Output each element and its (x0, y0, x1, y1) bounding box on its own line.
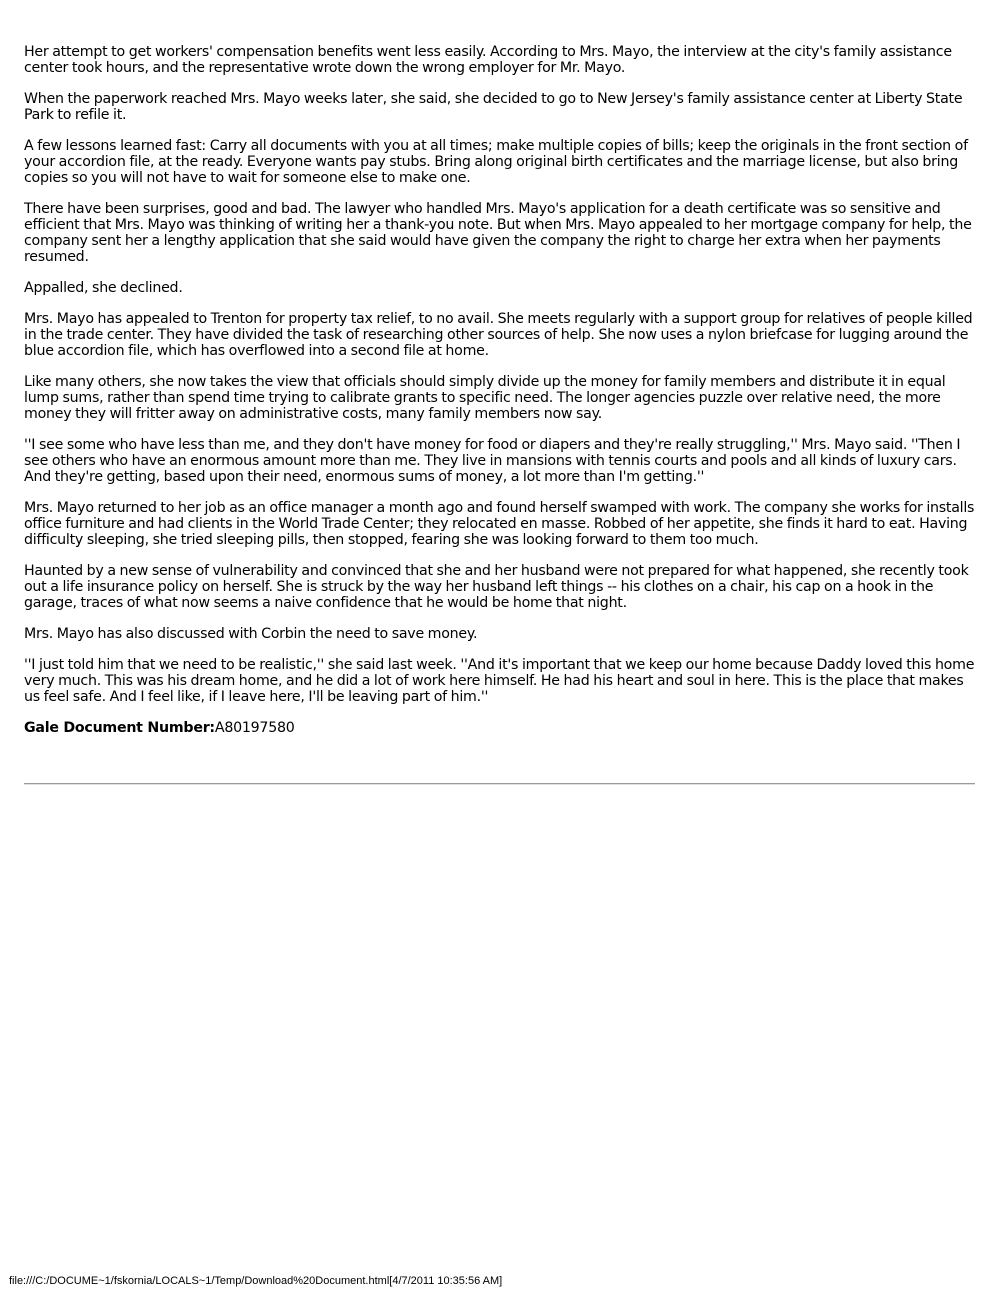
document-number (24, 720, 976, 736)
article-paragraph: Like many others, she now takes the view that officials should simply divide up the money for family members and distribute it in equal lump sums, rather than spend time trying to calibrate grants to specific need. The longer agencies puzzle over relative need, the more money they will fritter away on administrative costs, many family members now say. (24, 374, 946, 422)
article-paragraph: Mrs. Mayo has appealed to Trenton for property tax relief, to no avail. She meets regularly with a support group for relatives of people killed in the trade center. They have divided the task of researching other sources of help. She now uses a nylon briefcase for lugging around the blue accordion file, which has overflowed into a second file at home. (24, 311, 973, 359)
file-path-footer: file:///C:/DOCUME~1/fskornia/LOCALS~1/Temp/Download%20Document.html[4/7/2011 10:35:56 AM] (9, 1275, 503, 1287)
article-paragraph: Appalled, she declined. (24, 280, 183, 296)
horizontal-divider (24, 783, 975, 785)
article-paragraph: Mrs. Mayo returned to her job as an office manager a month ago and found herself swamped with work. The company she works for installs office furniture and had clients in the World Trade Center; they relocated en masse. Robbed of her appetite, she finds it hard to eat. Having difficulty sleeping, she tried sleeping pills, then stopped, fearing she was looking forward to them too much. (24, 500, 975, 548)
article-body (24, 44, 976, 736)
article-paragraph: When the paperwork reached Mrs. Mayo weeks later, she said, she decided to go to New Jersey's family assistance center at Liberty State Park to refile it. (24, 91, 963, 123)
article-paragraph: ''I just told him that we need to be realistic,'' she said last week. ''And it's important that we keep our home because Daddy loved this home very much. This was his dream home, and he did a lot of work here himself. He had his heart and soul in here. This is the place that makes us feel safe. And I feel like, if I leave here, I'll be leaving part of him.'' (24, 657, 975, 705)
article-paragraph: There have been surprises, good and bad. The lawyer who handled Mrs. Mayo's application for a death certificate was so sensitive and efficient that Mrs. Mayo was thinking of writing her a thank-you note. But when Mrs. Mayo appealed to her mortgage company for help, the company sent her a lengthy application that she said would have given the company the right to charge her extra when her payments resumed. (24, 201, 972, 265)
article-paragraph: ''I see some who have less than me, and they don't have money for food or diapers and they're really struggling,'' Mrs. Mayo said. ''Then I see others who have an enormous amount more than me. They live in mansions with tennis courts and pools and all kinds of luxury cars. And they're getting, based upon their need, enormous sums of money, a lot more than I'm getting.'' (24, 437, 961, 485)
article-paragraph: A few lessons learned fast: Carry all documents with you at all times; make multiple copies of bills; keep the originals in the front section of your accordion file, at the ready. Everyone wants pay stubs. Bring along original birth certificates and the marriage license, but also bring copies so you will not have to wait for someone else to make one. (24, 138, 968, 186)
article-paragraph: Her attempt to get workers' compensation benefits went less easily. According to Mrs. Mayo, the interview at the city's family assistance center took hours, and the representative wrote down the wrong employer for Mr. Mayo. (24, 44, 952, 76)
article-paragraph: Haunted by a new sense of vulnerability and convinced that she and her husband were not prepared for what happened, she recently took out a life insurance policy on herself. She is struck by the way her husband left things -- his clothes on a chair, his cap on a hook in the garage, traces of what now seems a naive confidence that he would be home that night. (24, 563, 969, 611)
article-paragraph: Mrs. Mayo has also discussed with Corbin the need to save money. (24, 626, 478, 642)
document-number-label: Gale Document Number: (24, 720, 215, 736)
document-number-value: A80197580 (214, 720, 295, 736)
